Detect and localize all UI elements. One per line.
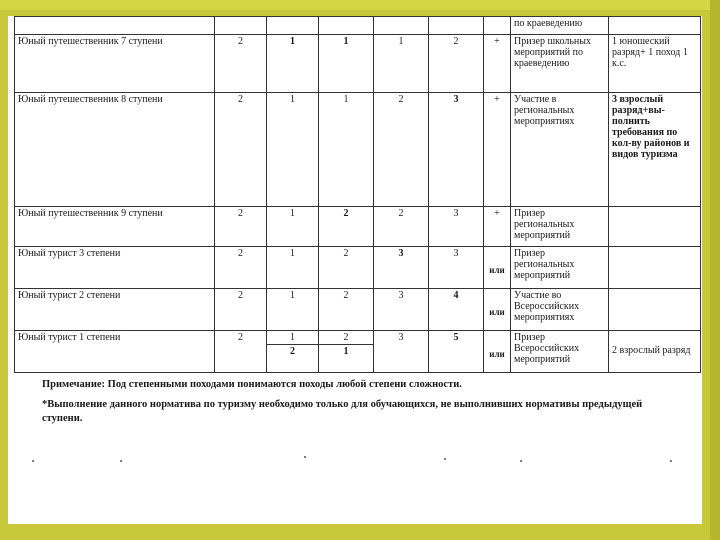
note-stepped-hikes: Примечание: Под степенными походами понимаются походы любой степени сложности. [42, 379, 462, 390]
table-row [15, 331, 701, 373]
level-name: Юный турист 1 степени [15, 331, 215, 373]
table-row [15, 207, 701, 247]
scanned-document [8, 16, 702, 524]
scan-speck [520, 460, 522, 462]
norm-value: 3 [429, 93, 484, 207]
norm-value: 3 [429, 207, 484, 247]
header-fragment: по краеведению [511, 17, 609, 35]
norm-value: 2 [215, 247, 267, 289]
event-requirement: Призер школьных мероприятий по краеведению [511, 35, 609, 93]
norm-value: 1 [267, 35, 319, 93]
norm-value: 1 [319, 35, 374, 93]
norm-value: 2 [215, 93, 267, 207]
norm-value: 3 [374, 331, 429, 373]
norm-value: 2 [319, 332, 373, 345]
rank-requirement [609, 247, 701, 289]
norm-value: 2 [215, 207, 267, 247]
norm-value-split [267, 331, 319, 373]
condition-mark: или [484, 289, 511, 331]
norm-value: 1 [267, 247, 319, 289]
level-name: Юный путешественник 7 ступени [15, 35, 215, 93]
norm-value: 1 [267, 289, 319, 331]
norm-value: 2 [215, 331, 267, 373]
norms-table [14, 16, 701, 373]
event-requirement: Призер Всероссийских мероприятий [511, 331, 609, 373]
level-name: Юный турист 2 степени [15, 289, 215, 331]
norm-value: 2 [319, 289, 374, 331]
condition-mark: + [484, 35, 511, 93]
condition-mark: + [484, 93, 511, 207]
norm-value: 1 [267, 207, 319, 247]
norm-value: 2 [429, 35, 484, 93]
condition-mark: или [484, 331, 511, 373]
norm-value: 1 [374, 35, 429, 93]
level-name: Юный путешественник 9 ступени [15, 207, 215, 247]
rank-requirement [609, 207, 701, 247]
norm-value: 2 [374, 207, 429, 247]
norm-value: 5 [429, 331, 484, 373]
scan-speck [304, 456, 306, 458]
table-row [15, 93, 701, 207]
norm-value: 3 [374, 289, 429, 331]
norm-value: 2 [374, 93, 429, 207]
table-row [15, 35, 701, 93]
norm-value: 1 [267, 332, 318, 345]
norm-value: 3 [374, 247, 429, 289]
scan-speck [120, 460, 122, 462]
rank-requirement: 1 юношеский разряд+ 1 поход 1 к.с. [609, 35, 701, 93]
scan-speck [670, 460, 672, 462]
table-row [15, 289, 701, 331]
level-name: Юный путешественник 8 ступени [15, 93, 215, 207]
slide-top-band [0, 0, 720, 10]
scan-speck [444, 458, 446, 460]
event-requirement: Призер региональных мероприятий [511, 207, 609, 247]
norm-value: 2 [319, 207, 374, 247]
rank-requirement [609, 289, 701, 331]
table-header-fragment-row [15, 17, 701, 35]
note-tourism-norm: *Выполнение данного норматива по туризму необходимо только для обучающихся, не выполнивших нормативы предыдущей ступени. [42, 399, 643, 424]
condition-mark: или [484, 247, 511, 289]
table-row [15, 247, 701, 289]
norm-value: 1 [319, 93, 374, 207]
norm-value: 2 [215, 289, 267, 331]
event-requirement: Участие во Всероссийских мероприятиях [511, 289, 609, 331]
norm-value-extra: 1 [343, 346, 349, 357]
norm-value-extra: 2 [290, 346, 295, 357]
norm-value: 2 [215, 35, 267, 93]
slide-right-band [710, 0, 720, 540]
rank-requirement: 2 взрослый разряд [609, 331, 701, 373]
level-name: Юный турист 3 степени [15, 247, 215, 289]
norm-value: 1 [267, 93, 319, 207]
rank-requirement: 3 взрослый разряд+вы-полнить требования по кол-ву районов и видов туризма [609, 93, 701, 207]
norm-value: 2 [319, 247, 374, 289]
scan-speck [32, 460, 34, 462]
footnotes [42, 378, 662, 432]
norm-value: 4 [429, 289, 484, 331]
event-requirement: Призер региональных мероприятий [511, 247, 609, 289]
event-requirement: Участие в региональных мероприятиях [511, 93, 609, 207]
condition-mark: + [484, 207, 511, 247]
norm-value: 3 [429, 247, 484, 289]
norm-value-split [319, 331, 374, 373]
